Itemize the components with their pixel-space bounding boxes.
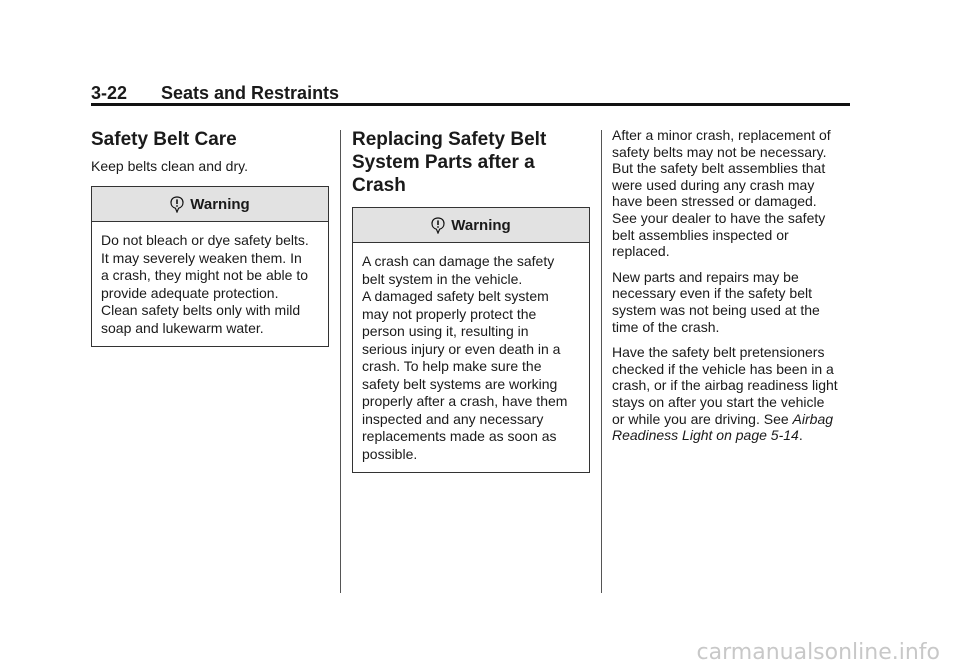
warning-line: possible. [362,445,418,462]
column-divider [601,130,602,593]
body-line: were used during any crash may [612,176,815,193]
warning-title: Warning [190,195,250,213]
warning-line: inspected and any necessary [362,410,544,427]
warning-icon [170,196,184,213]
warning-line: person using it, resulting in [362,323,529,339]
warning-icon [431,217,445,234]
warning-line: crash. To help make sure the [362,358,542,374]
body-line: belt assemblies inspected or [612,226,789,243]
body-line: checked if the vehicle has been in a [612,360,834,377]
header-rule [91,103,850,106]
body-line: New parts and repairs may be [612,268,799,285]
section-heading: Safety Belt Care [91,129,237,150]
warning-line: replacements made as soon as [362,428,557,444]
warning-line: a crash, they might not be able to [101,267,309,283]
warning-line: A damaged safety belt system [362,288,549,304]
warning-body [353,243,589,472]
intro-text: Keep belts clean and dry. [91,158,248,174]
cross-reference-link[interactable]: Airbag [792,410,834,427]
heading-line: Crash [352,175,406,196]
cross-reference-link[interactable]: Readiness Light on page 5-14 [612,427,799,444]
watermark: carmanualsonline.info [696,640,940,665]
page-number: 3-22 [91,83,128,103]
warning-box [91,186,329,347]
heading-line: System Parts after a [352,152,535,173]
warning-line: It may severely weaken them. In [101,249,302,266]
body-line: have been stressed or damaged. [612,193,817,210]
body-line: But the safety belt assemblies that [612,160,826,177]
section-heading [352,128,590,197]
warning-title: Warning [451,216,511,234]
warning-line: provide adequate protection. [101,284,279,301]
warning-line: safety belt systems are working [362,375,558,392]
body-line: safety belts may not be necessary. [612,143,827,160]
column-1 [91,128,329,347]
warning-line: Do not bleach or dye safety belts. [101,232,309,248]
body-line: crash, or if the airbag readiness light [612,377,838,394]
column-divider [340,130,341,593]
body-line: Have the safety belt pretensioners [612,344,825,361]
body-line: stays on after you start the vehicle [612,393,825,410]
warning-header [353,208,589,243]
body-paragraph [612,344,862,444]
body-paragraph [612,269,862,335]
body-line: system was not being used at the [612,301,820,318]
warning-line: A crash can damage the safety [362,253,555,269]
warning-box [352,207,590,473]
warning-line: soap and lukewarm water. [101,319,264,336]
warning-line: may not properly protect the [362,305,537,322]
body-line: or while you are driving. See [612,410,793,427]
body-line: After a minor crash, replacement of [612,127,831,143]
body-line: replaced. [612,243,670,260]
body-line: See your dealer to have the safety [612,209,826,226]
warning-body [92,222,328,346]
warning-header [92,187,328,222]
body-line: . [798,427,803,444]
body-paragraph [612,127,862,260]
chapter-title: Seats and Restraints [161,83,340,103]
warning-line: serious injury or even death in a [362,340,561,357]
column-2 [352,128,590,473]
warning-line: belt system in the vehicle. [362,270,523,287]
body-line: necessary even if the safety belt [612,285,812,302]
warning-line: properly after a crash, have them [362,393,568,409]
warning-line: Clean safety belts only with mild [101,302,301,318]
body-line: time of the crash. [612,318,720,335]
column-3 [612,127,862,453]
heading-line: Replacing Safety Belt [352,129,547,150]
